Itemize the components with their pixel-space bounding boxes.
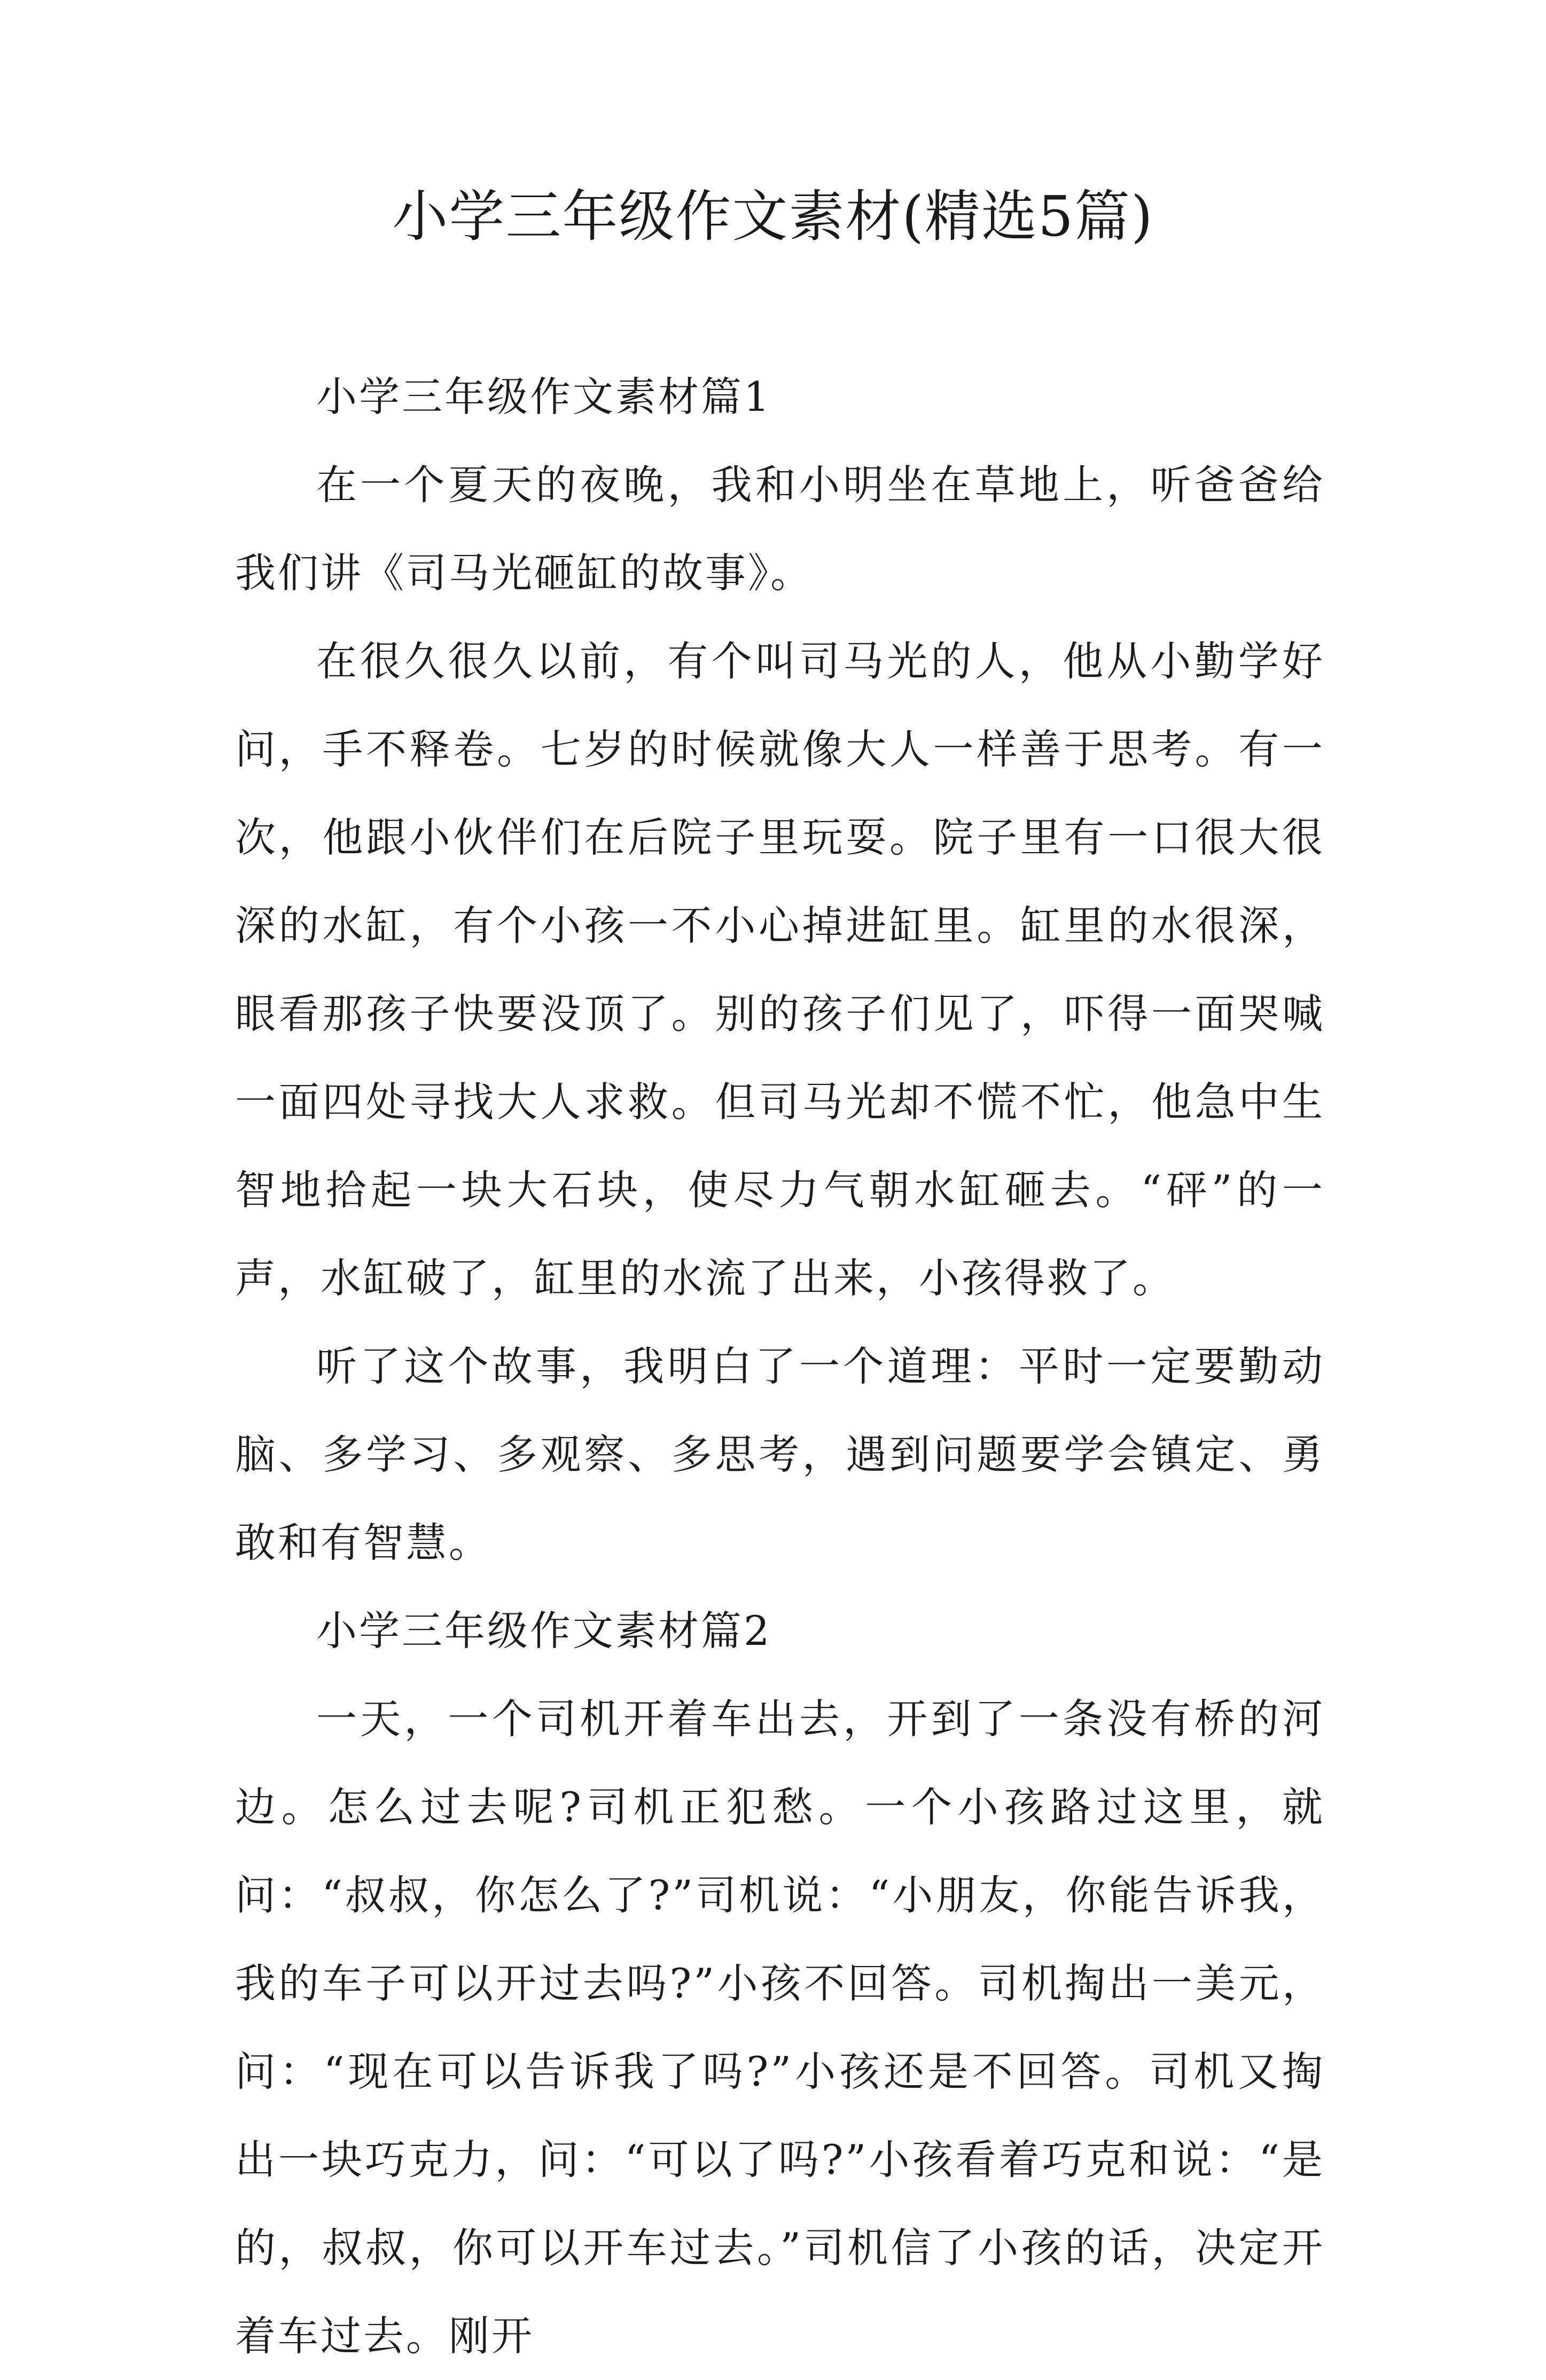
paragraph: 一天，一个司机开着车出去，开到了一条没有桥的河边。怎么过去呢?司机正犯愁。一个小孩路过这里，就问：“叔叔，你怎么了?”司机说：“小朋友，你能告诉我，我的车子可以开过去吗?”小孩不回答。司机掏出一美元，问：“现在可以告诉我了吗?”小孩还是不回答。司机又掏出一块巧克力，问：“可以了吗?”小孩看着巧克和说：“是的，叔叔，你可以开车过去。”司机信了小孩的话，决定开着车过去。刚开: [235, 1695, 1325, 2360]
paragraph: 在一个夏天的夜晚，我和小明坐在草地上，听爸爸给我们讲《司马光砸缸的故事》。: [235, 461, 1325, 597]
section-heading: 小学三年级作文素材篇1: [316, 373, 772, 420]
document-body: [235, 353, 1325, 2380]
section-heading: 小学三年级作文素材篇2: [316, 1607, 772, 1655]
document-title: 小学三年级作文素材(精选5篇): [392, 184, 1154, 249]
paragraph: 听了这个故事，我明白了一个道理：平时一定要勤动脑、多学习、多观察、多思考，遇到问题要学会镇定、勇敢和有智慧。: [235, 1343, 1325, 1566]
paragraph: 在很久很久以前，有个叫司马光的人，他从小勤学好问，手不释卷。七岁的时候就像大人一样善于思考。有一次，他跟小伙伴们在后院子里玩耍。院子里有一口很大很深的水缸，有个小孩一不小心掉进缸里。缸里的水很深，眼看那孩子快要没顶了。别的孩子们见了，吓得一面哭喊一面四处寻找大人求救。但司马光却不慌不忙，他急中生智地拾起一块大石块，使尽力气朝水缸砸去。“砰”的一声，水缸破了，缸里的水流了出来，小孩得救了。: [235, 637, 1325, 1302]
